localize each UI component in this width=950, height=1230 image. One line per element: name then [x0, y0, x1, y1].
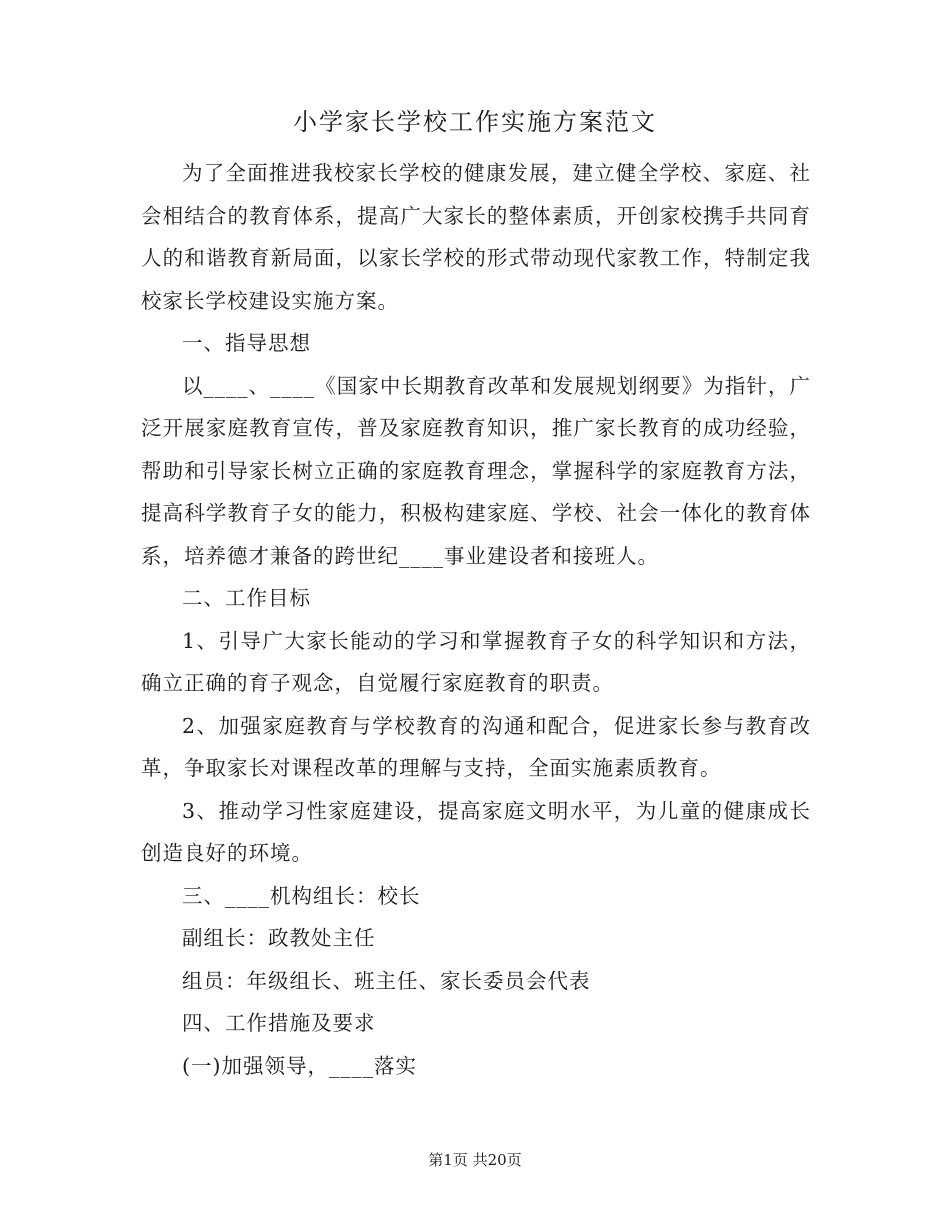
- organization-members: 组员：年级组长、班主任、家长委员会代表: [182, 968, 591, 993]
- intro-paragraph: 为了全面推进我校家长学校的健康发展，建立健全学校、家庭、社会相结合的教育体系，提高广大家长的整体素质，开创家校携手共同育人的和谐教育新局面，以家长学校的形式带动现代家教工作，特制定我校家长学校建设实施方案。: [141, 161, 811, 313]
- goal-item-1: 1、引导广大家长能动的学习和掌握教育子女的科学知识和方法，确立正确的育子观念，自觉履行家庭教育的职责。: [141, 628, 811, 695]
- guiding-ideology-paragraph: 以____、____《国家中长期教育改革和发展规划纲要》为指针，广泛开展家庭教育宣传，普及家庭教育知识，推广家长教育的成功经验，帮助和引导家长树立正确的家庭教育理念，掌握科学的家庭教育方法，提高科学教育子女的能力，积极构建家庭、学校、社会一体化的教育体系，培养德才兼备的跨世纪____事业建设者和接班人。: [141, 373, 811, 568]
- section-heading-organization: 三、____机构组长：校长: [182, 883, 421, 908]
- section-heading-measures: 四、工作措施及要求: [182, 1011, 376, 1035]
- document-body: [141, 152, 811, 1087]
- measure-item-1: (一)加强领导，____落实: [182, 1053, 417, 1078]
- section-heading-work-goals: 二、工作目标: [182, 586, 311, 610]
- page-number-footer: 第1页 共20页: [428, 1151, 522, 1169]
- goal-item-3: 3、推动学习性家庭建设，提高家庭文明水平，为儿童的健康成长创造良好的环境。: [141, 798, 811, 865]
- document-title: 小学家长学校工作实施方案范文: [293, 108, 657, 136]
- organization-deputy-leader: 副组长：政教处主任: [182, 926, 376, 950]
- goal-item-2: 2、加强家庭教育与学校教育的沟通和配合，促进家长参与教育改革，争取家长对课程改革的理解与支持，全面实施素质教育。: [141, 713, 811, 780]
- section-heading-guiding-ideology: 一、指导思想: [182, 331, 311, 355]
